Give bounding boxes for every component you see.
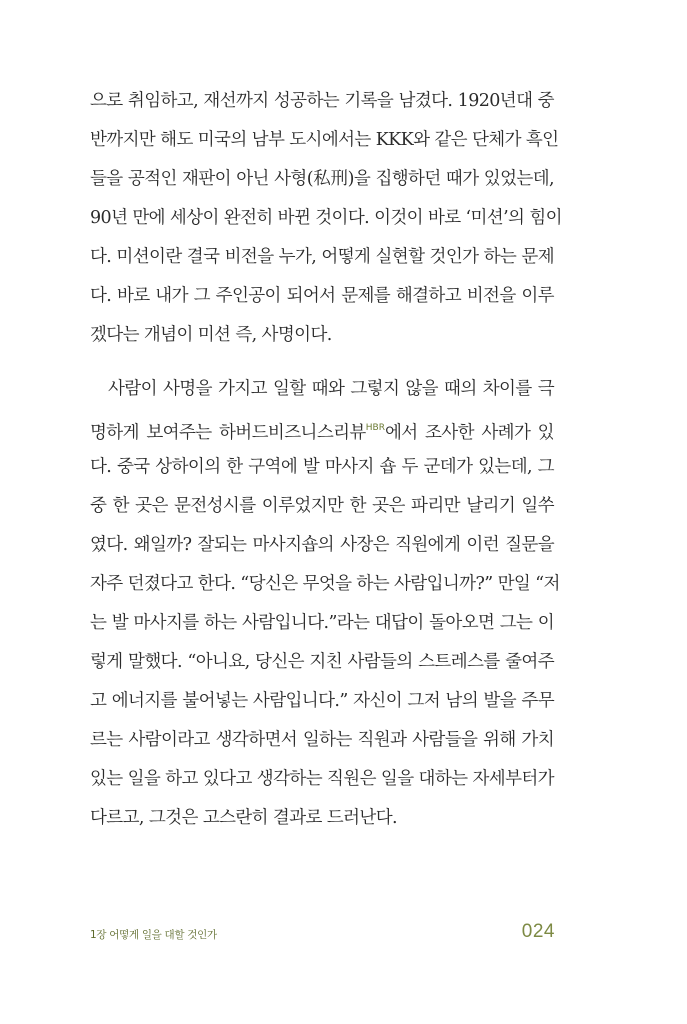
text-line: 다. 중국 상하이의 한 구역에 발 마사지 숍 두 군데가 있는데, 그 [90, 457, 554, 477]
text-line: 르는 사람이라고 생각하면서 일하는 직원과 사람들을 위해 가치 [90, 730, 554, 750]
text-line: 반까지만 해도 미국의 남부 도시에서는 KKK와 같은 단체가 흑인 [90, 130, 559, 150]
text-line: 중 한 곳은 문전성시를 이루었지만 한 곳은 파리만 날리기 일쑤 [90, 496, 554, 516]
text-line: 는 발 마사지를 하는 사람입니다.”라는 대답이 돌아오면 그는 이 [90, 613, 554, 633]
text-line: 사람이 사명을 가지고 일할 때와 그렇지 않을 때의 차이를 극 [108, 379, 554, 399]
text-line: 렇게 말했다. “아니요, 당신은 지친 사람들의 스트레스를 줄여주 [90, 652, 554, 672]
hbr-superscript: HBR [365, 423, 385, 433]
text-line: 들을 공적인 재판이 아닌 사형(私刑)을 집행하던 때가 있었는데, [90, 169, 554, 189]
running-footer-chapter-title: 1장 어떻게 일을 대할 것인가 [90, 929, 217, 941]
page-number: 024 [521, 921, 555, 942]
text-line: 으로 취임하고, 재선까지 성공하는 기록을 남겼다. 1920년대 중 [90, 91, 554, 111]
text-line: 고 에너지를 불어넣는 사람입니다.” 자신이 그저 남의 발을 주무 [90, 691, 554, 711]
text-segment: 명하게 보여주는 하버드비즈니스리뷰 [90, 423, 366, 443]
text-segment: 에서 조사한 사례가 있 [384, 423, 554, 443]
text-line: 다. 미션이란 결국 비전을 누가, 어떻게 실현할 것인가 하는 문제 [90, 247, 554, 267]
text-line: 있는 일을 하고 있다고 생각하는 직원은 일을 대하는 자세부터가 [90, 769, 554, 789]
text-line: 였다. 왜일까? 잘되는 마사지숍의 사장은 직원에게 이런 질문을 [90, 535, 554, 555]
text-line: 겠다는 개념이 미션 즉, 사명이다. [90, 325, 332, 345]
text-line: 90년 만에 세상이 완전히 바뀐 것이다. 이것이 바로 ‘미션’의 힘이 [90, 208, 562, 228]
text-line: 다르고, 그것은 고스란히 결과로 드러난다. [90, 808, 397, 828]
text-line-with-superscript [90, 411, 554, 445]
text-line: 자주 던졌다고 한다. “당신은 무엇을 하는 사람입니까?” 만일 “저 [90, 574, 560, 594]
text-line: 다. 바로 내가 그 주인공이 되어서 문제를 해결하고 비전을 이루 [90, 286, 554, 306]
